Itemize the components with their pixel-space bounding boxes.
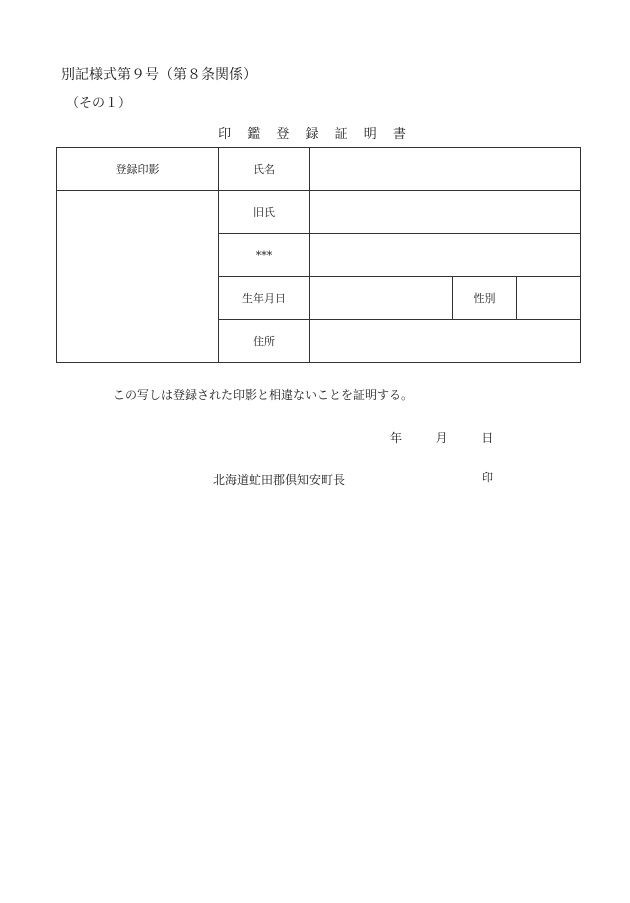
official-seal-mark: 印 <box>482 471 493 484</box>
former-name-value <box>310 191 581 234</box>
registered-seal-image-area <box>57 191 219 363</box>
year-label: 年 <box>390 431 403 445</box>
table-row <box>57 191 581 234</box>
form-number: 別記様式第９号（第８条関係） <box>61 67 257 83</box>
registered-seal-label: 登録印影 <box>57 148 219 191</box>
former-name-label: 旧氏 <box>219 191 310 234</box>
birthdate-label: 生年月日 <box>219 277 310 320</box>
masked-label: *** <box>219 234 310 277</box>
issuer-name: 北海道虻田郡倶知安町長 <box>213 473 346 487</box>
birthdate-value <box>310 277 453 320</box>
form-subnumber: （その１） <box>66 96 132 111</box>
document-title: 印 鑑 登 録 証 明 書 <box>218 127 412 142</box>
month-label: 月 <box>435 431 448 445</box>
day-label: 日 <box>481 431 494 445</box>
address-value <box>310 320 581 363</box>
address-label: 住所 <box>219 320 310 363</box>
masked-value <box>310 234 581 277</box>
name-value <box>310 148 581 191</box>
date-line <box>390 429 493 446</box>
certificate-table <box>56 147 581 363</box>
name-label: 氏名 <box>219 148 310 191</box>
sex-label: 性別 <box>453 277 517 320</box>
table-row <box>57 148 581 191</box>
sex-value <box>517 277 581 320</box>
certification-statement: この写しは登録された印影と相違ないことを証明する。 <box>113 388 414 402</box>
